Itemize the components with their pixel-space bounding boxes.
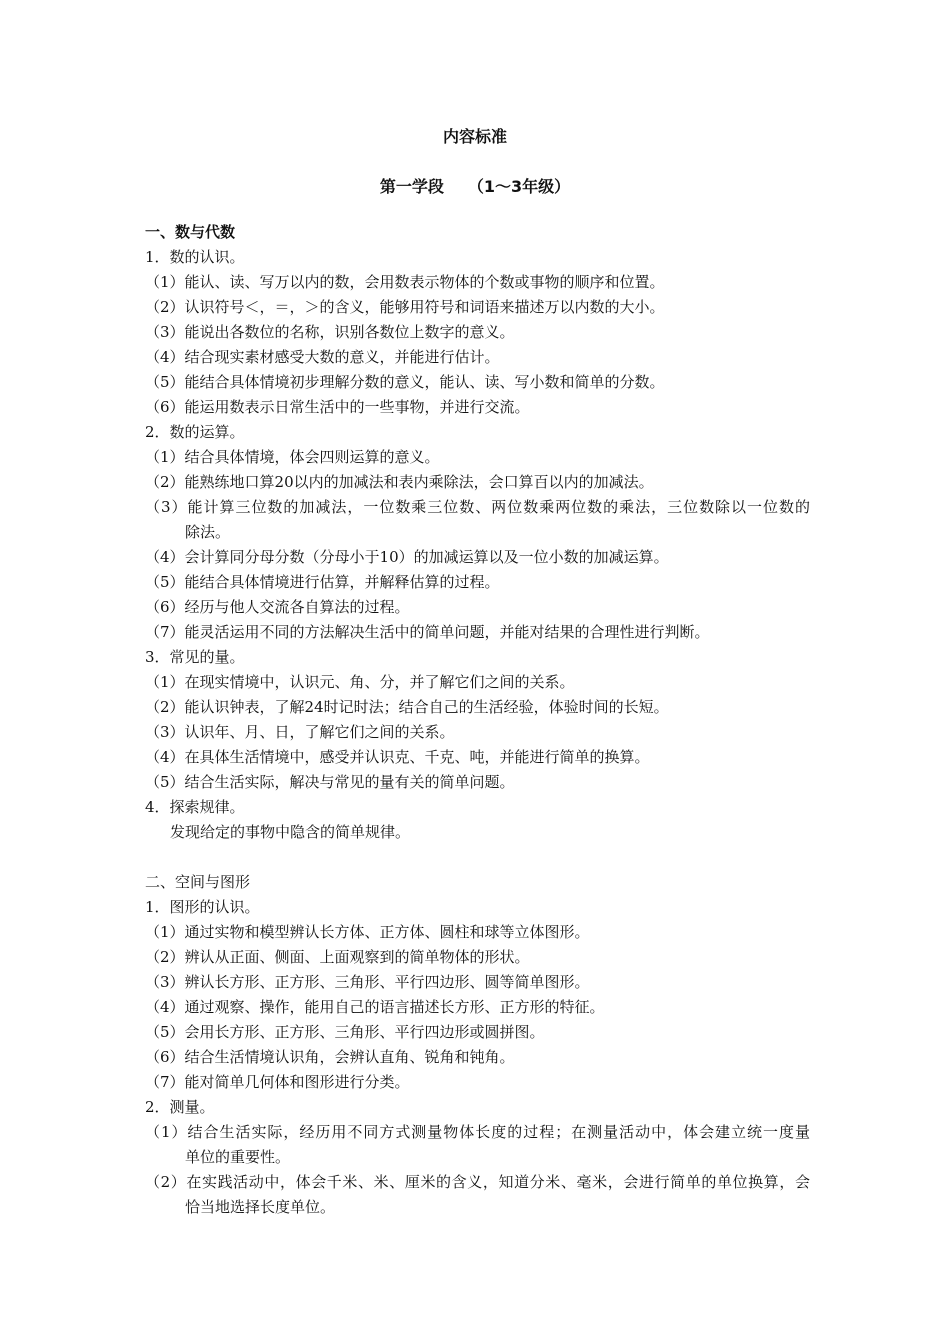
text-line: （6）能运用数表示日常生活中的一些事物，并进行交流。 <box>145 398 530 416</box>
text-line: 1．数的认识。 <box>145 248 245 266</box>
page-title: 内容标准 <box>442 127 507 146</box>
text-line: （4）结合现实素材感受大数的意义，并能进行估计。 <box>145 348 500 366</box>
text-line: （2）认识符号＜，＝，＞的含义，能够用符号和词语来描述万以内数的大小。 <box>145 298 665 316</box>
text-line: （3）能说出各数位的名称，识别各数位上数字的意义。 <box>145 323 515 341</box>
text-line: （5）会用长方形、正方形、三角形、平行四边形或圆拼图。 <box>145 1023 545 1041</box>
text-line: 2．测量。 <box>145 1098 215 1116</box>
text-line: （5）结合生活实际，解决与常见的量有关的简单问题。 <box>145 773 515 791</box>
text-line: 一、数与代数 <box>145 223 236 241</box>
text-line: （3）辨认长方形、正方形、三角形、平行四边形、圆等简单图形。 <box>145 973 590 991</box>
text-line: 2．数的运算。 <box>145 423 245 441</box>
text-line: 二、空间与图形 <box>145 873 251 891</box>
text-line: 3．常见的量。 <box>145 648 245 666</box>
document-body <box>145 220 810 1220</box>
text-line: （2）辨认从正面、侧面、上面观察到的简单物体的形状。 <box>145 948 530 966</box>
text-line: （7）能对简单几何体和图形进行分类。 <box>145 1073 410 1091</box>
text-line: （1）通过实物和模型辨认长方体、正方体、圆柱和球等立体图形。 <box>145 923 590 941</box>
text-line: （4）在具体生活情境中，感受并认识克、千克、吨，并能进行简单的换算。 <box>145 748 650 766</box>
text-line: （4）会计算同分母分数（分母小于10）的加减运算以及一位小数的加减运算。 <box>145 548 669 566</box>
text-line: （5）能结合具体情境进行估算，并解释估算的过程。 <box>145 573 500 591</box>
text-line: （4）通过观察、操作，能用自己的语言描述长方形、正方形的特征。 <box>145 998 605 1016</box>
text-line: （6）结合生活情境认识角，会辨认直角、锐角和钝角。 <box>145 1048 515 1066</box>
text-line: 发现给定的事物中隐含的简单规律。 <box>170 823 411 841</box>
text-line: （6）经历与他人交流各自算法的过程。 <box>145 598 410 616</box>
text-line: （2）在实践活动中，体会千米、米、厘米的含义，知道分米、毫米，会进行简单的单位换算，会 <box>145 1173 810 1191</box>
text-line: （2）能熟练地口算20以内的加减法和表内乘除法，会口算百以内的加减法。 <box>145 473 654 491</box>
text-line: （3）认识年、月、日，了解它们之间的关系。 <box>145 723 455 741</box>
text-line: （1）结合具体情境，体会四则运算的意义。 <box>145 448 440 466</box>
text-line: 4．探索规律。 <box>145 798 245 816</box>
text-line: 除法。 <box>185 523 231 541</box>
blank-line <box>145 845 810 870</box>
text-line: （1）在现实情境中，认识元、角、分，并了解它们之间的关系。 <box>145 673 575 691</box>
text-line: （1）能认、读、写万以内的数，会用数表示物体的个数或事物的顺序和位置。 <box>145 273 665 291</box>
page-subtitle: 第一学段 （1～3年级） <box>379 177 571 196</box>
text-line: 单位的重要性。 <box>185 1148 291 1166</box>
text-line: （7）能灵活运用不同的方法解决生活中的简单问题，并能对结果的合理性进行判断。 <box>145 623 710 641</box>
text-line: （3）能计算三位数的加减法，一位数乘三位数、两位数乘两位数的乘法，三位数除以一位数的 <box>145 498 810 516</box>
text-line: 1．图形的认识。 <box>145 898 260 916</box>
text-line: 恰当地选择长度单位。 <box>185 1198 336 1216</box>
text-line: （1）结合生活实际，经历用不同方式测量物体长度的过程；在测量活动中，体会建立统一度量 <box>145 1123 810 1141</box>
text-line: （2）能认识钟表，了解24时记时法；结合自己的生活经验，体验时间的长短。 <box>145 698 669 716</box>
text-line: （5）能结合具体情境初步理解分数的意义，能认、读、写小数和简单的分数。 <box>145 373 665 391</box>
